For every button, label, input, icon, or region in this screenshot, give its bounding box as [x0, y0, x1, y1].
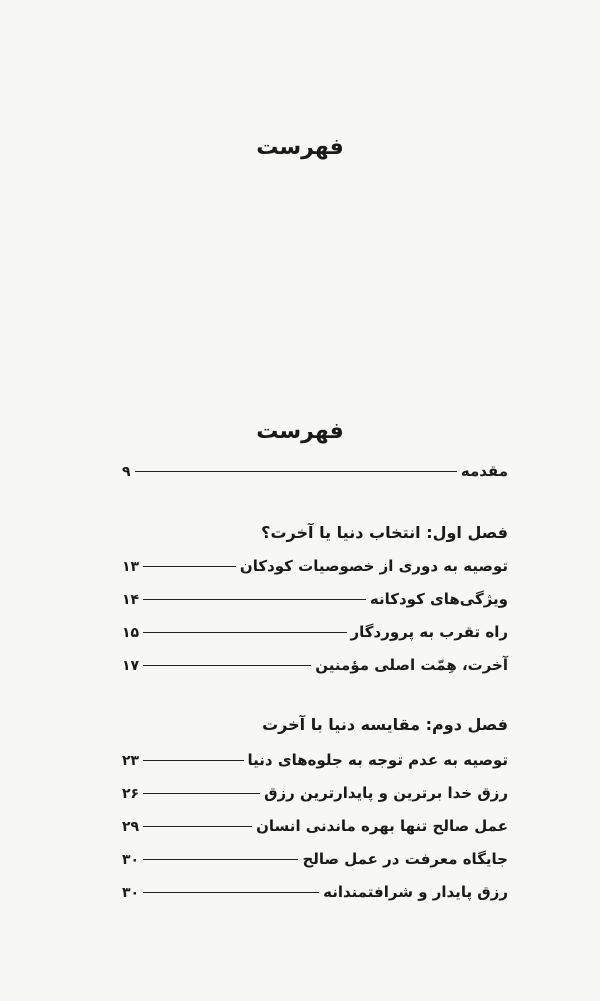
table-of-contents [122, 462, 508, 916]
dot-leader [143, 760, 243, 761]
toc-entry-label: رزق پایدار و شرافتمندانه [323, 883, 508, 901]
dot-leader [143, 632, 346, 633]
toc-entry [122, 751, 508, 784]
dot-leader [135, 471, 457, 472]
toc-entry-page: ۱۷ [122, 658, 140, 674]
toc-entry-label: ویژگی‌های کودکانه [369, 590, 508, 608]
toc-entry-label: آخرت، هِمّت اصلی مؤمنین [315, 656, 508, 674]
toc-entry-page: ۳۰ [122, 852, 140, 868]
toc-entry-page: ۱۵ [122, 625, 140, 641]
toc-entry-label: رزق خدا برترین و پایدارترین رزق [264, 784, 508, 802]
dot-leader [143, 665, 311, 666]
dot-leader [143, 566, 236, 567]
dot-leader [143, 826, 252, 827]
toc-entry [122, 557, 508, 590]
chapter-2-title: فصل دوم: مقایسه دنیا با آخرت [262, 714, 508, 734]
toc-entry-page: ۳۰ [122, 885, 140, 901]
toc-entry-page: ۲۹ [122, 819, 140, 835]
page-heading: فهرست [256, 135, 344, 160]
dot-leader [143, 892, 319, 893]
dot-leader [143, 599, 366, 600]
toc-entry-intro [122, 462, 508, 495]
toc-entry-page: ۹ [122, 464, 131, 480]
dot-leader [143, 859, 298, 860]
dot-leader [143, 793, 260, 794]
toc-entry-label: مقدمه [460, 462, 508, 480]
toc-entry-label: توصیه به دوری از خصوصیات کودکان [239, 557, 508, 575]
chapter-1-title: فصل اول: انتخاب دنیا یا آخرت؟ [261, 522, 508, 542]
toc-entry [122, 817, 508, 850]
toc-entry [122, 590, 508, 623]
toc-entry-page: ۲۳ [122, 753, 140, 769]
toc-entry-page: ۱۳ [122, 559, 140, 575]
toc-entry [122, 850, 508, 883]
toc-entry [122, 784, 508, 817]
toc-entry-label: راه تقرب به پروردگار [350, 623, 508, 641]
toc-entry-label: عمل صالح تنها بهره ماندنی انسان [256, 817, 508, 835]
toc-entry-label: جایگاه معرفت در عمل صالح [302, 850, 508, 868]
toc-entry-label: توصیه به عدم توجه به جلوه‌های دنیا [247, 751, 508, 769]
toc-entry-page: ۱۴ [122, 592, 140, 608]
toc-entry [122, 656, 508, 689]
toc-entry [122, 623, 508, 656]
toc-entry-page: ۲۶ [122, 786, 140, 802]
toc-entry [122, 883, 508, 916]
toc-heading: فهرست [256, 419, 344, 444]
